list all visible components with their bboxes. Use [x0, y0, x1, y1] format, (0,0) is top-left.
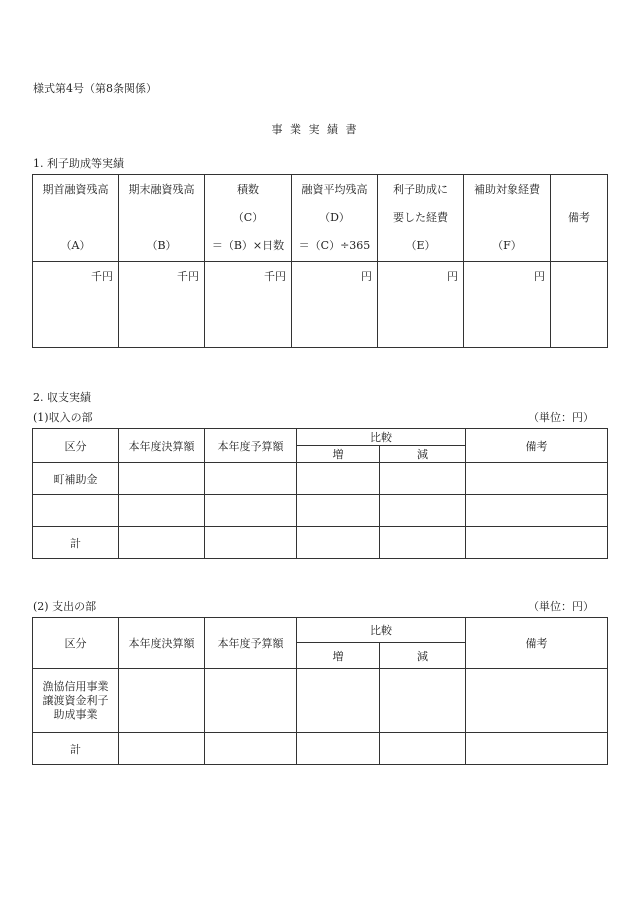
- expense-cell[interactable]: [119, 669, 205, 733]
- income-cell[interactable]: [297, 495, 380, 527]
- income-biko-header: 備考: [466, 429, 608, 463]
- income-cell[interactable]: [380, 495, 466, 527]
- col-header-a: 期首融資残高 （A）: [33, 175, 119, 262]
- expense-cell[interactable]: [380, 669, 466, 733]
- table-row: [33, 495, 608, 527]
- interest-subsidy-table: [32, 174, 608, 348]
- income-row-label: 町補助金: [33, 463, 119, 495]
- expense-row-total: 計: [33, 733, 119, 765]
- expense-kubun-header: 区分: [33, 618, 119, 669]
- income-cell[interactable]: [205, 463, 297, 495]
- income-cell[interactable]: [466, 527, 608, 559]
- income-cell[interactable]: [205, 495, 297, 527]
- document-title: 事 業 実 績 書: [271, 123, 359, 136]
- expense-table: [32, 617, 608, 765]
- expense-cell[interactable]: [297, 669, 380, 733]
- value-cell-a[interactable]: 千円: [33, 262, 119, 348]
- expense-unit: （単位：円）: [528, 600, 594, 613]
- col-header-c: 積数 （C） ＝（B）×日数: [205, 175, 292, 262]
- expense-yosan-header: 本年度予算額: [205, 618, 297, 669]
- expense-cell[interactable]: [119, 733, 205, 765]
- income-cell[interactable]: [466, 495, 608, 527]
- form-label: 様式第4号（第8条関係）: [33, 82, 157, 95]
- table-row: [33, 463, 608, 495]
- expense-gen-header: 減: [380, 643, 466, 669]
- income-cell[interactable]: [380, 527, 466, 559]
- income-cell[interactable]: [297, 463, 380, 495]
- col-header-d: 融資平均残高 （D） ＝（C）÷365: [292, 175, 378, 262]
- expense-cell[interactable]: [466, 669, 608, 733]
- expense-cell[interactable]: [205, 669, 297, 733]
- income-cell[interactable]: [380, 463, 466, 495]
- income-row-total: 計: [33, 527, 119, 559]
- value-cell-c[interactable]: 千円: [205, 262, 292, 348]
- income-row-label: [33, 495, 119, 527]
- income-zou-header: 増: [297, 446, 380, 463]
- col-header-f: 補助対象経費 （F）: [464, 175, 551, 262]
- value-cell-d[interactable]: 円: [292, 262, 378, 348]
- income-yosan-header: 本年度予算額: [205, 429, 297, 463]
- income-cell[interactable]: [119, 495, 205, 527]
- expense-row-label: 漁協信用事業 譲渡資金利子 助成事業: [33, 669, 119, 733]
- value-cell-remarks[interactable]: [551, 262, 608, 348]
- expense-hikaku-header: 比較: [297, 618, 466, 643]
- expense-kessan-header: 本年度決算額: [119, 618, 205, 669]
- income-cell[interactable]: [119, 527, 205, 559]
- expense-label: (2) 支出の部: [33, 600, 97, 613]
- expense-cell[interactable]: [380, 733, 466, 765]
- section2-heading: 2. 収支実績: [33, 391, 91, 404]
- value-cell-e[interactable]: 円: [378, 262, 464, 348]
- expense-cell[interactable]: [205, 733, 297, 765]
- table-row: [33, 733, 608, 765]
- value-cell-f[interactable]: 円: [464, 262, 551, 348]
- expense-zou-header: 増: [297, 643, 380, 669]
- table-row: [33, 527, 608, 559]
- col-header-e: 利子助成に 要した経費 （E）: [378, 175, 464, 262]
- income-cell[interactable]: [119, 463, 205, 495]
- value-cell-b[interactable]: 千円: [119, 262, 205, 348]
- income-kubun-header: 区分: [33, 429, 119, 463]
- income-hikaku-header: 比較: [297, 429, 466, 446]
- expense-cell[interactable]: [297, 733, 380, 765]
- col-header-b: 期末融資残高 （B）: [119, 175, 205, 262]
- section1-heading: 1. 利子助成等実績: [33, 157, 124, 170]
- table-row: [33, 669, 608, 733]
- expense-biko-header: 備考: [466, 618, 608, 669]
- income-kessan-header: 本年度決算額: [119, 429, 205, 463]
- income-gen-header: 減: [380, 446, 466, 463]
- income-unit: （単位：円）: [528, 411, 594, 424]
- income-label: (1)収入の部: [33, 411, 93, 424]
- income-cell[interactable]: [205, 527, 297, 559]
- expense-cell[interactable]: [466, 733, 608, 765]
- col-header-remarks: 備考: [551, 175, 608, 262]
- income-cell[interactable]: [466, 463, 608, 495]
- income-cell[interactable]: [297, 527, 380, 559]
- income-table: [32, 428, 608, 559]
